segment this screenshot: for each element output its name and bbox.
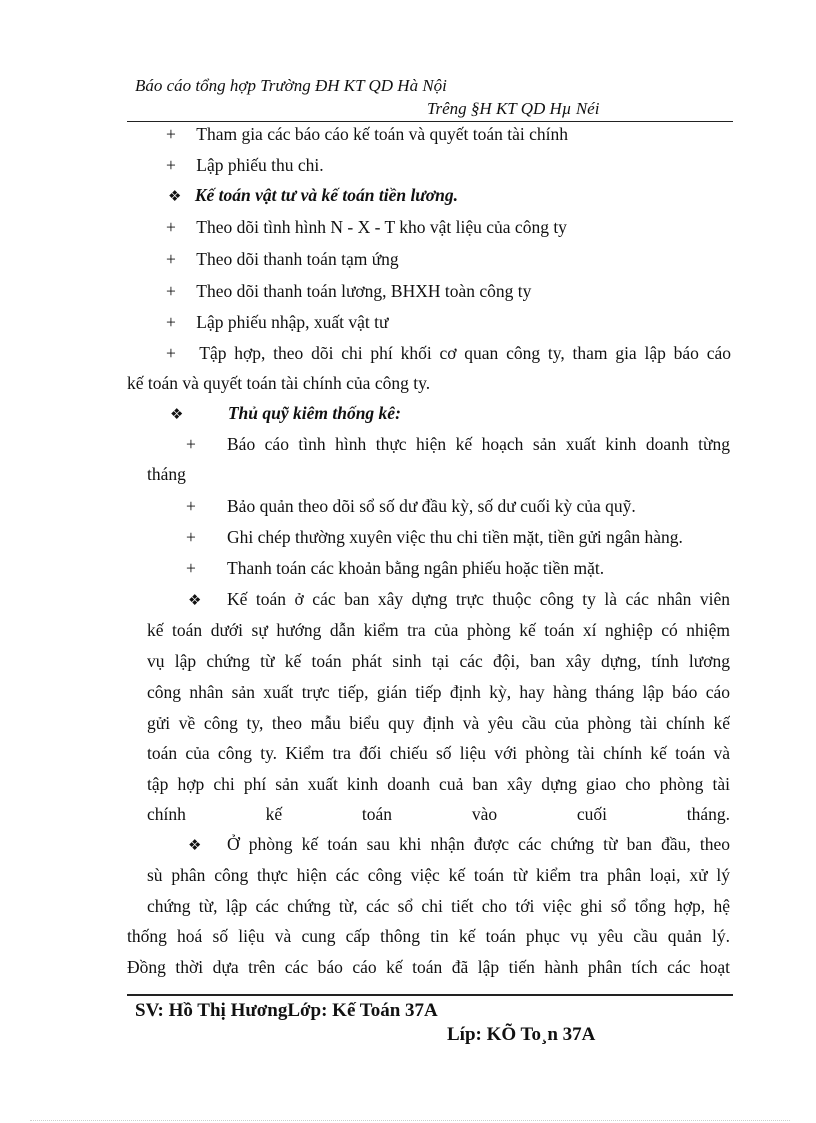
list-item-text: Theo dõi tình hình N - X - T kho vật liệu của công ty — [196, 217, 567, 237]
paragraph-line: thống hoá số liệu và cung cấp thông tin kế toán phục vụ yêu cầu quản lý. — [127, 926, 730, 946]
list-item-text: Tập hợp, theo dõi chi phí khối cơ quan công ty, tham gia lập báo cáo — [199, 343, 731, 363]
list-item-continuation: tháng — [147, 464, 186, 484]
paragraph-line: công nhân sản xuất trực tiếp, gián tiếp định kỳ, hay hàng tháng lập báo cáo — [147, 682, 730, 702]
list-item-continuation: kế toán và quyết toán tài chính của công ty. — [127, 373, 431, 393]
list-item-text: Báo cáo tình hình thực hiện kế hoạch sản xuất kinh doanh từng — [227, 434, 730, 454]
plus-bullet: + — [186, 527, 196, 547]
plus-bullet: + — [166, 281, 176, 301]
paragraph-line: sù phân công thực hiện các công việc kế toán từ kiểm tra phân loại, xử lý — [147, 865, 730, 885]
list-item-text: Lập phiếu thu chi. — [196, 155, 324, 175]
list-item — [166, 343, 731, 367]
plus-bullet: + — [166, 155, 176, 175]
diamond-bullet-icon: ❖ — [170, 405, 184, 423]
section-heading — [168, 185, 458, 206]
paragraph-line: chính kế toán vào cuối tháng. — [147, 804, 730, 824]
page-bottom-dotted-rule — [30, 1120, 790, 1121]
paragraph-line: chứng từ, lập các chứng từ, các sổ chi tiết cho tới việc ghi sổ tổng hợp, hệ — [147, 896, 730, 916]
plus-bullet: + — [166, 124, 176, 144]
diamond-bullet-icon: ❖ — [188, 836, 202, 854]
plus-bullet: + — [166, 343, 176, 363]
header-divider — [127, 121, 733, 122]
section-heading-text: Kế toán vật tư và kế toán tiền lương. — [194, 185, 459, 205]
list-item-text: Ghi chép thường xuyên việc thu chi tiền mặt, tiền gửi ngân hàng. — [227, 527, 683, 547]
list-item-text: Theo dõi thanh toán lương, BHXH toàn công ty — [196, 281, 532, 301]
list-item-text: Tham gia các báo cáo kế toán và quyết toán tài chính — [196, 124, 568, 144]
section-heading — [170, 403, 401, 424]
plus-bullet: + — [166, 217, 176, 237]
footer-divider — [127, 994, 733, 996]
paragraph-line: vụ lập chứng từ kế toán phát sinh tại các đội, ban xây dựng, tính lương — [147, 651, 730, 671]
paragraph-line: gửi về công ty, theo mẫu biểu quy định và yêu cầu của phòng tài chính kế — [147, 713, 730, 733]
plus-bullet: + — [166, 249, 176, 269]
list-item — [166, 281, 531, 302]
list-item-text: Thanh toán các khoản bằng ngân phiếu hoặc tiền mặt. — [227, 558, 605, 578]
header-title-garbled: Trêng §H KT QD Hµ Néi — [427, 99, 600, 118]
paragraph-line: toán của công ty. Kiểm tra đối chiếu số liệu với phòng tài chính kế toán và — [147, 743, 730, 763]
plus-bullet: + — [186, 496, 196, 516]
list-item-text: Theo dõi thanh toán tạm ứng — [196, 249, 399, 269]
footer-class-garbled: Líp: KÕ To¸n 37A — [447, 1024, 596, 1045]
list-item — [166, 124, 568, 145]
paragraph-line: Ở phòng kế toán sau khi nhận được các chứng từ ban đầu, theo — [227, 834, 730, 854]
list-item — [166, 249, 399, 270]
list-item-text: Bảo quản theo dõi sổ số dư đầu kỳ, số dư cuối kỳ của quỹ. — [227, 496, 636, 516]
diamond-bullet-icon: ❖ — [188, 591, 202, 609]
list-item — [166, 155, 324, 176]
plus-bullet: + — [186, 434, 196, 454]
list-item-text: Lập phiếu nhập, xuất vật tư — [196, 312, 389, 332]
diamond-bullet-icon: ❖ — [168, 187, 182, 205]
plus-bullet: + — [166, 312, 176, 332]
list-item — [166, 312, 388, 333]
header-title: Báo cáo tổng hợp Trường ĐH KT QD Hà Nội — [135, 76, 447, 95]
paragraph-line: Đồng thời dựa trên các báo cáo kế toán đã lập tiến hành phân tích các hoạt — [127, 957, 730, 977]
list-item — [166, 217, 567, 238]
footer-student-info: SV: Hồ Thị HươngLớp: Kế Toán 37A — [135, 1000, 438, 1021]
paragraph-line: kế toán dưới sự hướng dẫn kiểm tra của phòng kế toán xí nghiệp có nhiệm — [147, 620, 730, 640]
paragraph-line: Kế toán ở các ban xây dựng trực thuộc công ty là các nhân viên — [227, 589, 730, 609]
section-heading-text: Thủ quỹ kiêm thống kê: — [227, 403, 401, 423]
plus-bullet: + — [186, 558, 196, 578]
paragraph-line: tập hợp chi phí sản xuất kinh doanh cuả ban xây dựng giao cho phòng tài — [147, 774, 730, 794]
